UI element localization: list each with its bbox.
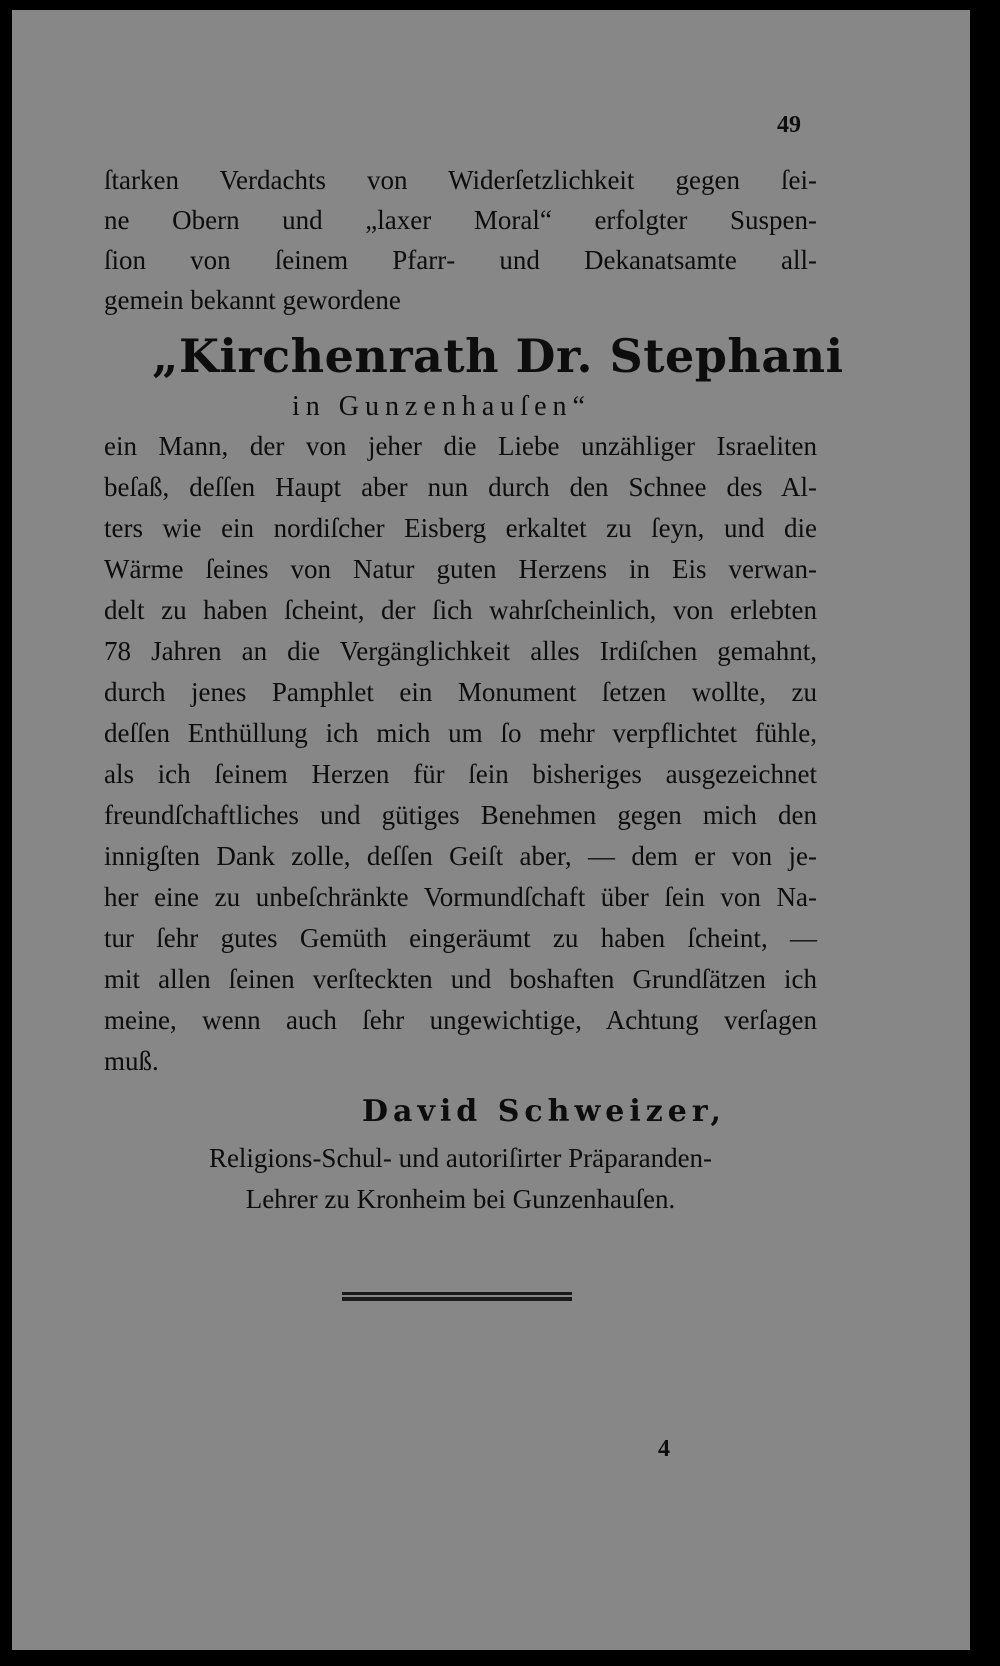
text-line: ters wie ein nordiſcher Eisberg erkaltet zu ſeyn, und die bbox=[104, 513, 817, 543]
text-line: ne Obern und „laxer Moral“ erfolgter Suspen‑ bbox=[104, 205, 817, 235]
closing-rule bbox=[342, 1292, 572, 1301]
text-line: beſaß, deſſen Haupt aber nun durch den Schnee des Al‑ bbox=[104, 472, 817, 502]
text-line: gemein bekannt gewordene bbox=[104, 285, 401, 315]
text-line: ſion von ſeinem Pfarr‑ und Dekanatsamte all‑ bbox=[104, 245, 817, 275]
text-line: her eine zu unbeſchränkte Vormundſchaft über ſein von Na‑ bbox=[104, 882, 817, 912]
text-line: mit allen ſeinen verſteckten und boshaften Grundſätzen ich bbox=[104, 964, 817, 994]
signature-role-line: Religions‑Schul‑ und autoriſirter Präparanden‑ bbox=[208, 1143, 713, 1173]
text-line: ſtarken Verdachts von Widerſetzlichkeit gegen ſei‑ bbox=[104, 165, 817, 195]
text-line: deſſen Enthüllung ich mich um ſo mehr verpflichtet fühle, bbox=[104, 718, 817, 748]
printer-signature-mark: 4 bbox=[658, 1436, 670, 1462]
text-line: freundſchaftliches und gütiges Benehmen gegen mich den bbox=[104, 800, 817, 830]
text-line: innigſten Dank zolle, deſſen Geiſt aber, — dem er von je‑ bbox=[104, 841, 817, 871]
text-line: meine, wenn auch ſehr ungewichtige, Achtung verſagen bbox=[104, 1005, 817, 1035]
book-page bbox=[12, 10, 970, 1650]
text-line: 78 Jahren an die Vergänglichkeit alles Irdiſchen gemahnt, bbox=[104, 636, 817, 666]
text-line: delt zu haben ſcheint, der ſich wahrſcheinlich, von erlebten bbox=[104, 595, 817, 625]
signature-name: David Schweizer, bbox=[362, 1094, 726, 1129]
text-line: durch jenes Pamphlet ein Monument ſetzen wollte, zu bbox=[104, 677, 817, 707]
text-line: Wärme ſeines von Natur guten Herzens in Eis verwan‑ bbox=[104, 554, 817, 584]
text-line: ein Mann, der von jeher die Liebe unzähliger Israeliten bbox=[104, 431, 817, 461]
text-line: tur ſehr gutes Gemüth eingeräumt zu haben ſcheint, — bbox=[104, 923, 817, 953]
heading-title: „Kirchenrath Dr. Stephani bbox=[152, 329, 844, 383]
signature-role-line: Lehrer zu Kronheim bei Gunzenhauſen. bbox=[245, 1184, 676, 1214]
text-line: als ich ſeinem Herzen für ſein bisheriges ausgezeichnet bbox=[104, 759, 817, 789]
text-line: muß. bbox=[104, 1046, 159, 1076]
heading-subtitle: in Gunzenhauſen“ bbox=[292, 391, 591, 422]
page-number: 49 bbox=[777, 112, 801, 138]
